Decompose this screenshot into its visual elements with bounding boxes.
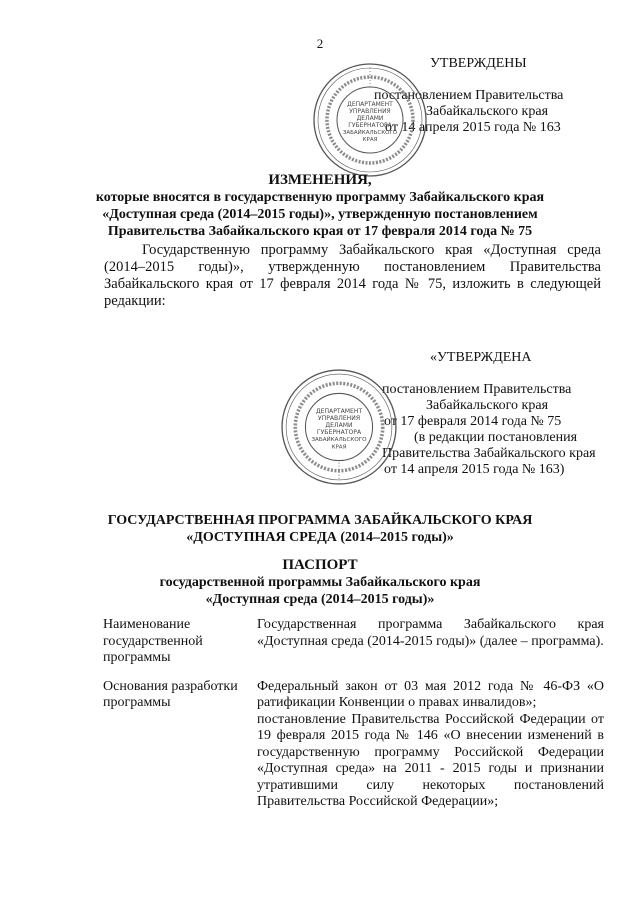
svg-text:ЗАБАЙКАЛЬСКОГО: ЗАБАЙКАЛЬСКОГО xyxy=(311,437,367,444)
approval2-heading: «УТВЕРЖДЕНА xyxy=(430,350,532,365)
svg-text:УПРАВЛЕНИЯ: УПРАВЛЕНИЯ xyxy=(317,414,361,422)
approval2-line: Правительства Забайкальского края xyxy=(382,446,596,461)
svg-text:ГУБЕРНАТОРА: ГУБЕРНАТОРА xyxy=(316,429,362,437)
approval2-line: Забайкальского края xyxy=(426,398,549,413)
approval-heading: УТВЕРЖДЕНЫ xyxy=(430,56,527,71)
changes-subtitle-line: «Доступная среда (2014–2015 годы)», утвержденную постановлением xyxy=(102,207,538,222)
svg-text:КРАЯ: КРАЯ xyxy=(331,444,347,451)
program-title-line: «ДОСТУПНАЯ СРЕДА (2014–2015 годы)» xyxy=(186,530,454,545)
row-value: Государственная программа Забайкальского края «Доступная среда (2014-2015 годы)» (далее – программа). xyxy=(257,617,604,649)
svg-text:ДЕЛАМИ: ДЕЛАМИ xyxy=(325,422,353,429)
svg-text:КРАЯ: КРАЯ xyxy=(362,137,378,143)
program-title xyxy=(40,512,600,546)
approval-block-1 xyxy=(430,56,610,72)
approval2-line: постановлением Правительства xyxy=(382,382,572,397)
passport-heading xyxy=(40,557,600,608)
passport-table xyxy=(103,617,604,811)
approval2-line: от 14 апреля 2015 года № 163) xyxy=(384,462,565,477)
changes-heading: ИЗМЕНЕНИЯ, xyxy=(268,172,372,188)
row-value-item: постановление Правительства Российской Федерации от 19 февраля 2015 года № 146 «О внесении изменений в государственную программу Российской Федерации «Доступная среда» на 2011 - 2015 годы и признании утратившими силу некоторых постановлений Правительства Российской Федерации»; xyxy=(257,711,604,809)
passport-subtitle: государственной программы Забайкальского края xyxy=(159,575,481,590)
approval2-line: (в редакции постановления xyxy=(414,430,578,445)
passport-title: ПАСПОРТ xyxy=(282,557,358,573)
row-value xyxy=(257,679,604,811)
svg-text:УПРАВЛЕНИЯ: УПРАВЛЕНИЯ xyxy=(349,108,391,115)
svg-text:ДЕПАРТАМЕНТ: ДЕПАРТАМЕНТ xyxy=(315,407,363,415)
svg-text:ДЕПАРТАМЕНТ: ДЕПАРТАМЕНТ xyxy=(347,101,393,108)
official-seal-stamp-2 xyxy=(280,368,398,486)
changes-subtitle-line: которые вносятся в государственную программу Забайкальского края xyxy=(95,190,545,205)
row-label: Наименование государственной программы xyxy=(103,617,203,665)
page-number: 2 xyxy=(316,36,324,51)
row-value-item: Федеральный закон от 03 мая 2012 года № 46-ФЗ «О ратификации Конвенции о правах инвалидов»; xyxy=(257,678,604,710)
svg-text:ГУБЕРНАТОРА: ГУБЕРНАТОРА xyxy=(348,122,392,129)
program-title-line: ГОСУДАРСТВЕННАЯ ПРОГРАММА ЗАБАЙКАЛЬСКОГО КРАЯ xyxy=(107,513,533,528)
changes-title xyxy=(40,172,600,240)
official-seal-stamp xyxy=(312,62,428,178)
svg-text:ЗАБАЙКАЛЬСКОГО: ЗАБАЙКАЛЬСКОГО xyxy=(342,130,398,136)
approval-line: постановлением Правительства xyxy=(374,88,564,103)
intro-text: Государственную программу Забайкальского края «Доступная среда (2014–2015 годы)», утвержденную постановлением Правительства Забайкальского края от 17 февраля 2014 года № 75, изложить в следующей редакции: xyxy=(104,242,601,309)
approval2-line: от 17 февраля 2014 года № 75 xyxy=(384,414,562,429)
row-label: Основания разработки программы xyxy=(103,678,238,710)
intro-paragraph xyxy=(104,242,601,310)
approval-line: от 14 апреля 2015 года № 163 xyxy=(385,120,561,135)
passport-subtitle: «Доступная среда (2014–2015 годы)» xyxy=(205,592,435,607)
approval-line: Забайкальского края xyxy=(426,104,549,119)
table-row xyxy=(103,617,604,679)
changes-subtitle-line: Правительства Забайкальского края от 17 февраля 2014 года № 75 xyxy=(107,224,533,239)
table-row xyxy=(103,679,604,811)
svg-text:ДЕЛАМИ: ДЕЛАМИ xyxy=(356,115,384,122)
